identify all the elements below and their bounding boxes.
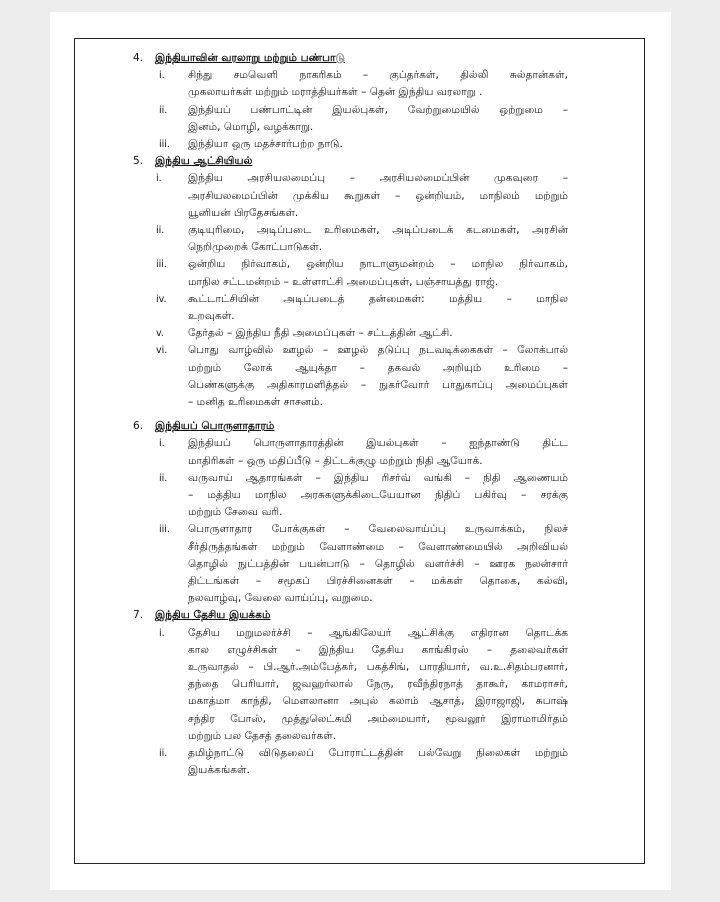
item-line: தேசிய மறுமலர்ச்சி – ஆங்கிலேயர் ஆட்சிக்கு எதிரான தொடக்க [188, 626, 568, 639]
item-number: v. [156, 328, 164, 340]
item-line: அரசியலமைப்பின் முக்கிய கூறுகள் – ஒன்றியம், மாநிலம் மற்றும் [188, 189, 568, 202]
item-line: மற்றும் லோக் ஆயுக்தா – தகவல் அறியும் உரிமை – [188, 361, 568, 374]
item-line: – மத்திய மாநில அரசுகளுக்கிடையேயான நிதிப் பகிர்வு – சரக்கு [188, 489, 568, 502]
syllabus-content [108, 50, 568, 779]
item-line: இந்தியா ஒரு மதச்சார்பற்ற நாடு. [188, 138, 343, 150]
item-number: vi. [156, 345, 168, 357]
item-line: மற்றும் பல தேசத் தலைவர்கள். [188, 729, 337, 742]
section-heading [108, 607, 568, 624]
list-item [108, 625, 568, 745]
item-number: iii. [159, 524, 170, 536]
item-line: நலவாழ்வு, வேலை வாய்ப்பு, வறுமை. [188, 592, 373, 605]
section-heading [108, 418, 568, 435]
item-line: ஒன்றிய நிர்வாகம், ஒன்றிய நாடாளுமன்றம் – மாநில நிர்வாகம், [188, 258, 568, 271]
item-line: யூனியன் பிரதேசங்கள். [188, 206, 299, 219]
item-number: ii. [156, 225, 165, 236]
item-line: சந்திர போஸ், முத்துலெட்சுமி அம்மையார், மூவலூர் இராமாமிர்தம் [188, 712, 568, 725]
section-economy [108, 418, 568, 607]
list-item [108, 342, 568, 411]
list-item [108, 136, 568, 153]
list-item [108, 67, 568, 101]
section-title: இந்திய ஆட்சியியல் [155, 155, 253, 168]
item-line: கால எழுச்சிகள் – இந்திய தேசிய காங்கிரஸ் – தலைவர்கள் [188, 643, 568, 656]
section-number: 7. [133, 609, 144, 622]
item-line: மாநில சட்டமன்றம் – உள்ளாட்சி அமைப்புகள், பஞ்சாயத்து ராஜ். [188, 275, 499, 288]
item-line: மகாத்மா காந்தி, மௌலானா அபுல் கலாம் ஆசாத், இராஜாஜி, சுபாஷ் [188, 695, 568, 708]
item-number: ii. [159, 472, 168, 484]
item-line: பெண்களுக்கு அதிகாரமளித்தல் – நுகர்வோர் பாதுகாப்பு அமைப்புகள் [188, 378, 568, 391]
item-line: தேர்தல் – இந்திய நீதி அமைப்புகள் – சட்டத்தின் ஆட்சி. [188, 327, 453, 340]
section-number: 6. [133, 420, 144, 433]
item-line: திட்டங்கள் – சமூகப் பிரச்சினைகள் – மக்கள் தொகை, கல்வி, [188, 575, 568, 588]
item-line: உருவாதல் – பி.ஆர்.அம்பேத்கர், பகத்சிங், பாரதியார், வ.உ.சிதம்பரனார், [188, 661, 568, 674]
item-number: ii. [159, 104, 168, 116]
item-number: iii. [159, 139, 170, 150]
list-item [108, 325, 568, 342]
item-line: பொது வாழ்வில் ஊழல் – ஊழல் தடுப்பு நடவடிக்கைகள் – லோக்பால் [188, 344, 568, 357]
list-item [108, 470, 568, 522]
item-line: பொருளாதார போக்குகள் – வேலைவாய்ப்பு உருவாக்கம், நிலச் [188, 523, 568, 536]
item-line: இந்திய அரசியலமைப்பு – அரசியலமைப்பின் முகவுரை – [188, 172, 568, 185]
item-line: உறவுகள். [188, 310, 235, 323]
section-number: 5. [133, 155, 144, 168]
list-item [108, 256, 568, 290]
item-line: குடியுரிமை, அடிப்படை உரிமைகள், அடிப்படைக் கடமைகள், அரசின் [188, 224, 568, 236]
item-line: கூட்டாட்சியின் அடிப்படைத் தன்மைகள்: மத்திய – மாநில [188, 292, 568, 305]
list-item [108, 102, 568, 136]
list-item [108, 170, 568, 222]
list-item [108, 435, 568, 469]
item-line: இயக்கங்கள். [188, 764, 250, 777]
item-line: இனம், மொழி, வழக்காறு. [188, 120, 314, 133]
item-line: – மனித உரிமைகள் சாசனம். [188, 396, 324, 409]
item-number: iv. [156, 293, 167, 305]
item-line: தந்தை பெரியார், ஜவஹர்லால் நேரு, ரவீந்திரநாத் தாகூர், காமராசர், [188, 678, 568, 691]
list-item [108, 521, 568, 607]
section-title: இந்திய தேசிய இயக்கம் [155, 609, 271, 622]
item-line: மற்றும் சேவை வரி. [188, 506, 283, 519]
section-number: 4. [133, 52, 144, 64]
item-number: i. [159, 70, 165, 82]
section-heading [108, 153, 568, 170]
list-item [108, 222, 568, 256]
item-number: i. [156, 173, 162, 185]
section-polity [108, 153, 568, 411]
item-line: வருவாய் ஆதாரங்கள் – இந்திய ரிசர்வ் வங்கி – நிதி ஆணையம் [188, 471, 568, 484]
section-title: இந்தியப் பொருளாதாரம் [155, 420, 275, 433]
item-line: முகலாயர்கள் மற்றும் மராத்தியர்கள் – தென் இந்திய வரலாறு . [188, 86, 483, 99]
item-line: சிந்து சமவெளி நாகரிகம் – குப்தர்கள், தில்லி சுல்தான்கள், [188, 69, 568, 82]
item-number: i. [159, 438, 165, 450]
list-item [108, 745, 568, 779]
document-page [50, 12, 671, 890]
item-number: ii. [159, 748, 168, 760]
item-number: i. [159, 627, 165, 639]
item-line: தொழில் நுட்பத்தின் பயன்பாடு – தொழில் வளர்ச்சி – ஊரக நலன்சார் [188, 557, 568, 570]
item-line: நெறிமுறைக் கோட்பாடுகள். [188, 241, 323, 254]
item-line: தமிழ்நாட்டு விடுதலைப் போராட்டத்தின் பல்வேறு நிலைகள் மற்றும் [188, 747, 568, 760]
item-line: சீர்திருத்தங்கள் மற்றும் வேளாண்மை – வேளாண்மையில் அறிவியல் [188, 540, 568, 553]
section-history [108, 50, 568, 153]
section-title: இந்தியாவின் வரலாறு மற்றும் பண்பாடு [155, 52, 345, 64]
item-line: மாதிரிகள் – ஒரு மதிப்பீடு – திட்டக்குழு மற்றும் நிதி ஆயோக். [188, 454, 483, 467]
section-heading [108, 50, 568, 67]
list-item [108, 291, 568, 325]
section-national-movement [108, 607, 568, 779]
item-line: இந்தியப் பண்பாட்டின் இயல்புகள், வேற்றுமையில் ஒற்றுமை – [188, 103, 568, 116]
item-number: iii. [156, 259, 167, 271]
item-line: இந்தியப் பொருளாதாரத்தின் இயல்புகள் – ஐந்தாண்டு திட்ட [188, 437, 568, 450]
